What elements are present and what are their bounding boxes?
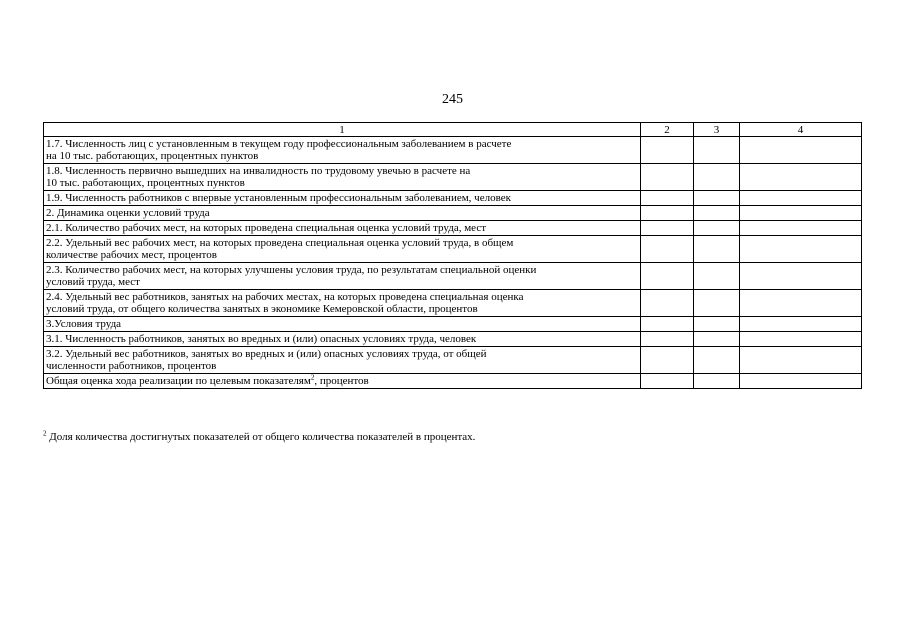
row-cell-2 xyxy=(641,263,694,290)
indicators-table xyxy=(43,122,862,389)
column-header-2: 2 xyxy=(641,123,694,137)
row-description: 2.3. Количество рабочих мест, на которых улучшены условия труда, по результатам специальной оценки условий труда, мест xyxy=(44,263,641,290)
row-description: 2.1. Количество рабочих мест, на которых проведена специальная оценка условий труда, мест xyxy=(44,221,641,236)
row-description: 2.4. Удельный вес работников, занятых на рабочих местах, на которых проведена специальная оценка условий труда, от общего количества занятых в экономике Кемеровской области, процентов xyxy=(44,290,641,317)
row-cell-2 xyxy=(641,164,694,191)
row-description: 2. Динамика оценки условий труда xyxy=(44,206,641,221)
table-row-total xyxy=(44,374,862,389)
row-description: 1.8. Численность первично вышедших на инвалидность по трудовому увечью в расчете на 10 тыс. работающих, процентных пунктов xyxy=(44,164,641,191)
footnote-marker: 2 xyxy=(43,429,47,438)
row-cell-3 xyxy=(694,374,740,389)
row-cell-2 xyxy=(641,317,694,332)
row-cell-3 xyxy=(694,137,740,164)
row-cell-3 xyxy=(694,332,740,347)
footnote xyxy=(43,431,861,444)
row-cell-3 xyxy=(694,191,740,206)
row-cell-4 xyxy=(740,263,862,290)
row-description: 3.2. Удельный вес работников, занятых во вредных и (или) опасных условиях труда, от общей численности работников, процентов xyxy=(44,347,641,374)
row-cell-4 xyxy=(740,374,862,389)
table-body xyxy=(44,123,862,389)
row-cell-4 xyxy=(740,221,862,236)
table-row xyxy=(44,191,862,206)
total-text: Общая оценка хода реализации по целевым показателям xyxy=(46,375,311,387)
row-cell-2 xyxy=(641,374,694,389)
row-cell-3 xyxy=(694,206,740,221)
row-cell-3 xyxy=(694,164,740,191)
table-row xyxy=(44,221,862,236)
row-description: 2.2. Удельный вес рабочих мест, на которых проведена специальная оценка условий труда, в общем количестве рабочих мест, процентов xyxy=(44,236,641,263)
row-description: 1.7. Численность лиц с установленным в текущем году профессиональным заболеванием в расчете на 10 тыс. работающих, процентных пунктов xyxy=(44,137,641,164)
row-cell-2 xyxy=(641,332,694,347)
row-cell-4 xyxy=(740,347,862,374)
table-row xyxy=(44,164,862,191)
row-cell-2 xyxy=(641,347,694,374)
row-cell-2 xyxy=(641,137,694,164)
row-cell-3 xyxy=(694,290,740,317)
row-cell-3 xyxy=(694,317,740,332)
column-header-3: 3 xyxy=(694,123,740,137)
table-row xyxy=(44,290,862,317)
row-cell-4 xyxy=(740,206,862,221)
column-header-4: 4 xyxy=(740,123,862,137)
table-row xyxy=(44,347,862,374)
row-cell-4 xyxy=(740,290,862,317)
footnote-text: Доля количества достигнутых показателей от общего количества показателей в процентах. xyxy=(46,431,476,443)
row-cell-2 xyxy=(641,290,694,317)
row-cell-3 xyxy=(694,221,740,236)
row-cell-3 xyxy=(694,263,740,290)
row-cell-4 xyxy=(740,191,862,206)
row-description xyxy=(44,374,641,389)
row-cell-4 xyxy=(740,332,862,347)
table-row xyxy=(44,206,862,221)
column-header-1: 1 xyxy=(44,123,641,137)
table-row xyxy=(44,137,862,164)
table-header-row xyxy=(44,123,862,137)
row-cell-2 xyxy=(641,206,694,221)
row-cell-2 xyxy=(641,191,694,206)
total-text-suffix: , процентов xyxy=(314,375,369,387)
row-description: 3.1. Численность работников, занятых во вредных и (или) опасных условиях труда, человек xyxy=(44,332,641,347)
footnote-reference: 2 xyxy=(310,373,315,382)
row-cell-4 xyxy=(740,236,862,263)
table-row xyxy=(44,236,862,263)
row-description: 1.9. Численность работников с впервые установленным профессиональным заболеванием, человек xyxy=(44,191,641,206)
table-row xyxy=(44,317,862,332)
table-row xyxy=(44,263,862,290)
row-cell-4 xyxy=(740,317,862,332)
row-cell-2 xyxy=(641,236,694,263)
row-cell-3 xyxy=(694,347,740,374)
row-description: 3.Условия труда xyxy=(44,317,641,332)
page-number: 245 xyxy=(442,92,463,107)
row-cell-4 xyxy=(740,137,862,164)
row-cell-4 xyxy=(740,164,862,191)
row-cell-2 xyxy=(641,221,694,236)
table-row xyxy=(44,332,862,347)
row-cell-3 xyxy=(694,236,740,263)
